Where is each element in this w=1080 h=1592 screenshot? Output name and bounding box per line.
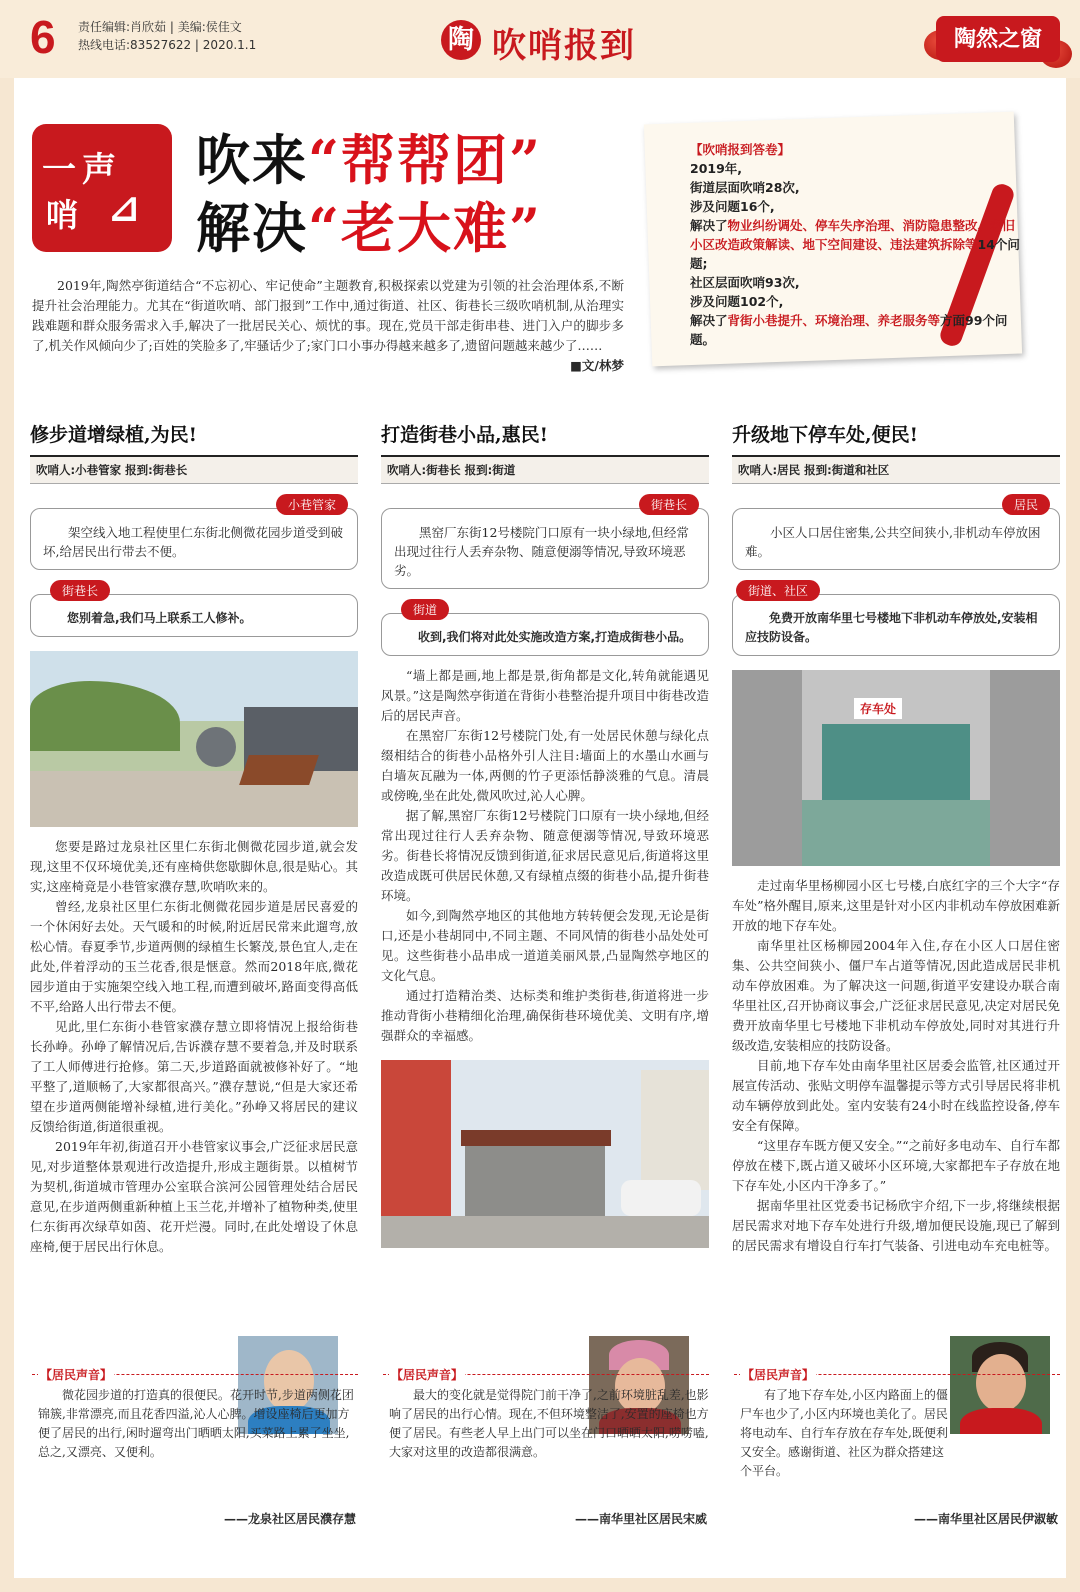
page-header	[0, 0, 1080, 78]
speaker-tag: 居民	[1002, 494, 1050, 515]
voice-label: 【居民声音】	[391, 1368, 464, 1382]
column-name: 吹哨报到	[492, 26, 636, 66]
photo-garden-path	[30, 651, 358, 827]
article-body: 您要是路过龙泉社区里仁东街北侧微花园步道,就会发现,这里不仅环境优美,还有座椅供您歇脚休息,很是贴心。其实,这座椅竟是小巷管家濮存慧,吹哨吹来的。 曾经,龙泉社区里仁东街北侧微花园步道是居民喜爱的一个休闲好去处。天气暖和的时候,附近居民常来此遛弯,放松心情。春夏季节,步道两侧的绿植生长繁茂,景色宜人,走在此处,伴着浮动的玉兰花香,很是惬意。然而2018年底,微花园步道由于实施架空线入地工程,而遭到破坏,路面变得高低不平,给路人出行带去不便。 见此,里仁东街小巷管家濮存慧立即将情况上报给街巷长孙峥。孙峥了解情况后,告诉濮存慧不要着急,并及时联系了工人师傅进行抢修。第二天,步道路面就被修补好了。“地平整了,道顺畅了,大家都很高兴。”濮存慧说,“但是大家还希望在步道两侧能增补绿植,进行美化。”孙峥又将居民的建议反馈给街道,街道很重视。 2019年年初,街道召开小巷管家议事会,广泛征求居民意见,对步道整体景观进行改造提升,形成主题街景。以植树节为契机,街道城市管理办公室联合滨河公园管理处结合居民意见,在步道两侧重新种植上玉兰花,并增补了植物种类,使里仁东街再次绿草如茵、花开烂漫。同时,在此处增设了休息座椅,便于居民出行休息。	[30, 839, 358, 1254]
photo-bike-parking-entrance	[732, 670, 1060, 866]
whistle-icon: ⊿	[108, 186, 140, 230]
speaker-tag: 街道、社区	[736, 580, 820, 601]
reporter-line: 吹哨人:小巷管家 报到:街巷长	[30, 455, 358, 484]
voice-signature: ——龙泉社区居民濮存慧	[223, 1512, 356, 1526]
speaker-tag: 街巷长	[50, 580, 110, 601]
reporter-line: 吹哨人:街巷长 报到:街道	[381, 455, 709, 484]
speech-bubble: 您别着急,我们马上联系工人修补。	[30, 594, 358, 637]
intro-paragraph: 2019年,陶然亭街道结合“不忘初心、牢记使命”主题教育,积极探索以党建为引领的社会治理体系,不断提升社会治理能力。尤其在“街道吹哨、部门报到”工作中,通过街道、社区、街巷长三级吹哨机制,从治理实践难题和群众服务需求入手,解决了一批居民关心、烦忧的事。现在,党员干部走街串巷、进门入户的脚步多了,机关作风倾向少了;百姓的笑脸多了,牢骚话少了;家门口小事办得越来越多了,遗留问题越来越少了…… ■文/林梦	[32, 276, 624, 376]
answer-card: 【吹哨报到答卷】 2019年, 街道层面吹哨28次, 涉及问题16个, 解决了物业纠纷调处、停车失序治理、消防隐患整改、老旧小区改造政策解读、地下空间建设、违法建筑拆除等14个问题; 社区层面吹哨93次, 涉及问题102个, 解决了背街小巷提升、环境治理、养老服务等方面99个问题。	[690, 142, 1020, 347]
parking-sign: 存车处	[854, 698, 902, 719]
page-number: 6	[30, 11, 56, 63]
photo-street-pavilion	[381, 1060, 709, 1248]
voice-signature: ——南华里社区居民宋威	[574, 1512, 707, 1526]
headline-line-1: 吹来“帮帮团”	[196, 128, 543, 192]
article-title: 打造街巷小品,惠民!	[381, 424, 548, 446]
speaker-tag: 街道	[401, 599, 449, 620]
voice-label: 【居民声音】	[742, 1368, 815, 1382]
voice-quote: 最大的变化就是觉得院门前干净了,之前环境脏乱差,也影响了居民的出行心情。现在,不但环境整洁了,安置的座椅也方便了居民。有些老人早上出门可以坐在门口晒晒太阳,唠唠嗑,大家对这里的改造都很满意。	[389, 1388, 709, 1459]
article-column-2	[381, 404, 709, 1248]
voice-label: 【居民声音】	[40, 1368, 113, 1382]
whistle-badge: 一声 哨 ⊿	[32, 124, 172, 252]
resident-voice-2	[383, 1336, 713, 1544]
author-byline: ■文/林梦	[570, 358, 624, 373]
speech-bubble: 免费开放南华里七号楼地下非机动车停放处,安装相应技防设备。	[732, 594, 1060, 656]
speech-bubble: 小区人口居住密集,公共空间狭小,非机动车停放困难。	[732, 508, 1060, 570]
reporter-line: 吹哨人:居民 报到:街道和社区	[732, 455, 1060, 484]
speech-bubble: 黑窑厂东街12号楼院门口原有一块小绿地,但经常出现过往行人丢弃杂物、随意便溺等情况,导致环境恶劣。	[381, 508, 709, 589]
voice-quote: 微花园步道的打造真的很便民。花开时节,步道两侧花团锦簇,非常漂亮,而且花香四溢,沁人心脾。增设座椅后更加方便了居民的出行,闲时遛弯出门晒晒太阳,买菜路上累了坐坐,总之,又漂亮、又便利。	[38, 1388, 354, 1459]
voice-signature: ——南华里社区居民伊淑敏	[913, 1512, 1058, 1526]
article-column-1	[30, 404, 358, 1257]
article-title: 升级地下停车处,便民!	[732, 424, 918, 446]
section-logo: 陶然之窗	[936, 16, 1060, 62]
resident-voice-1	[32, 1336, 362, 1544]
article-body: 走过南华里杨柳园小区七号楼,白底红字的三个大字“存车处”格外醒目,原来,这里是针对小区内非机动车停放困难新开放的地下存车处。 南华里社区杨柳园2004年入住,存在小区人口居住密集、公共空间狭小、僵尸车占道等情况,因此造成居民非机动车停放困难。为了解决这一问题,街道平安建设办联合南华里社区,召开协商议事会,广泛征求居民意见,决定对居民免费开放南华里七号楼地下非机动车停放处,同时对其进行升级改造,安装相应的技防设备。 目前,地下存车处由南华里社区居委会监管,社区通过开展宣传活动、张贴文明停车温馨提示等方式引导居民将非机动车辆停放到此处。室内安装有24小时在线监控设备,停车安全有保障。 “这里存车既方便又安全。”“之前好多电动车、自行车都停放在楼下,既占道又破坏小区环境,大家都把车子存放在地下存车处,小区内干净多了。” 据南华里社区党委书记杨欣宇介绍,下一步,将继续根据居民需求对地下存车处进行升级,增加便民设施,现已了解到的居民需求有增设自行车打气装备、引进电动车充电桩等。	[732, 878, 1060, 1253]
speech-bubble: 收到,我们将对此处实施改造方案,打造成街巷小品。	[381, 613, 709, 656]
voice-quote: 有了地下存车处,小区内路面上的僵尸车也少了,小区内环境也美化了。居民将电动车、自行车存放在存车处,既便利又安全。感谢街道、社区为群众搭建这个平台。	[740, 1388, 948, 1478]
headline-line-2: 解决“老大难”	[196, 196, 543, 260]
column-seal-icon: 陶	[441, 20, 481, 60]
speaker-tag: 小巷管家	[276, 494, 348, 515]
credits: 责任编辑:肖欣茹 | 美编:侯佳文 热线电话:83527622 | 2020.1.1	[78, 20, 257, 52]
article-column-3	[732, 404, 1060, 1256]
resident-voice-3	[734, 1336, 1064, 1544]
speech-bubble: 架空线入地工程使里仁东街北侧微花园步道受到破坏,给居民出行带去不便。	[30, 508, 358, 570]
article-title: 修步道增绿植,为民!	[30, 424, 197, 446]
article-body: “墙上都是画,地上都是景,街角都是文化,转角就能遇见风景。”这是陶然亭街道在背街小巷整治提升项目中街巷改造后的居民声音。 在黑窑厂东街12号楼院门处,有一处居民休憩与绿化点缀相结合的街巷小品格外引人注目:墙面上的水墨山水画与白墙灰瓦融为一体,两侧的竹子更添恬静淡雅的气息。清晨或傍晚,坐在此处,微风吹过,沁人心脾。 据了解,黑窑厂东街12号楼院门口原有一块小绿地,但经常出现过往行人丢弃杂物、随意便溺等情况,导致环境恶劣。街巷长将情况反馈到街道,征求居民意见后,街道将这里改造成既可供居民休憩,又有绿植点缀的街巷小品,提升街巷环境。 如今,到陶然亭地区的其他地方转转便会发现,无论是街口,还是小巷胡同中,不同主题、不同风情的街巷小品处处可见。这些街巷小品串成一道道美丽风景,凸显陶然亭地区的文化气息。 通过打造精治类、达标类和维护类街巷,街道将进一步推动背街小巷精细化治理,确保街巷环境优美、文明有序,增强群众的幸福感。	[381, 668, 709, 1043]
speaker-tag: 街巷长	[639, 494, 699, 515]
